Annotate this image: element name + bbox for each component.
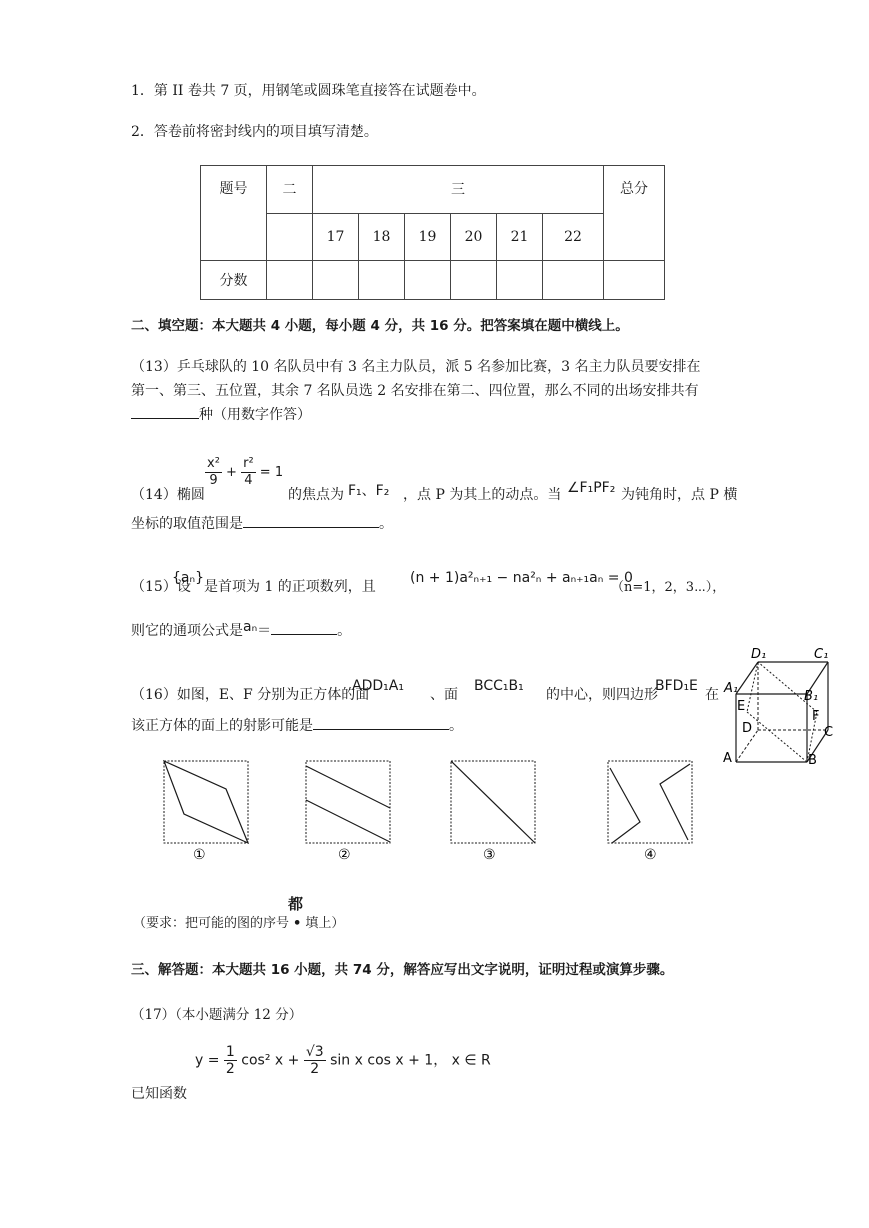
q17-y: y = xyxy=(195,1052,220,1069)
q15-condition: （n=1，2，3⋯）， xyxy=(611,580,726,595)
cell-q18: 18 xyxy=(359,213,405,261)
cube-label-e: E xyxy=(737,699,746,714)
q14-ellipse-equation: $\frac{\text{x²}}{9}$ + $\frac{\text{r²}}{4}$ = 1 xyxy=(207,456,284,488)
q14-x2: x² xyxy=(207,456,220,471)
choice-frame xyxy=(608,761,692,843)
choice-label-4: ④ xyxy=(644,847,657,862)
q13-answer-blank[interactable] xyxy=(131,404,199,419)
score-table xyxy=(200,165,665,300)
choice-figure-3 xyxy=(447,758,539,862)
choice-shape xyxy=(306,766,390,808)
q14-den4: 4 xyxy=(244,473,253,488)
cell-fenshu: 分数 xyxy=(201,261,267,300)
cell-q22: 22 xyxy=(543,213,604,261)
q15-recurrence: (n + 1)a²ₙ₊₁ − na²ₙ + aₙ₊₁aₙ = 0 xyxy=(410,570,633,586)
score-cell[interactable] xyxy=(497,261,543,300)
cell-tihao: 题号 xyxy=(201,166,267,261)
q17-tail: sin x cos x + 1， x ∈ R xyxy=(330,1052,491,1069)
q16-mid-3: 在 xyxy=(705,687,719,703)
cube-figure xyxy=(718,640,846,770)
note-2: 2．答卷前将密封线内的项目填写清楚。 xyxy=(131,124,378,140)
q14-mid-3: 为钝角时，点 P 横 xyxy=(621,487,738,503)
score-cell[interactable] xyxy=(543,261,604,300)
q14-line2-prefix: 坐标的取值范围是 xyxy=(131,516,243,532)
q14-prefix: （14）椭圆 xyxy=(131,487,205,503)
choice-figure-4 xyxy=(604,758,696,862)
q17-function xyxy=(195,1044,491,1077)
q16-prefix: （16）如图，E、F 分别为正方体的面 xyxy=(131,687,370,703)
cube-section-line xyxy=(758,662,817,712)
q13-line-2: 第一、第三、五位置，其余 7 名队员选 2 名安排在第二、四位置，那么不同的出场安排共有 xyxy=(131,383,699,399)
q13-line-1: （13）乒乓球队的 10 名队员中有 3 名主力队员，派 5 名参加比赛，3 名主力队员要安排在 xyxy=(131,359,701,375)
requirement-line xyxy=(133,912,344,931)
q15-eq: ＝ xyxy=(257,623,272,639)
q15-answer-blank[interactable] xyxy=(271,620,337,635)
q14-den9: 9 xyxy=(209,473,218,488)
choice-label-1: ① xyxy=(193,847,206,862)
cube-label-b1: B₁ xyxy=(804,689,819,704)
choice-shape xyxy=(306,800,390,842)
note-1: 1．第 II 卷共 7 页，用钢笔或圆珠笔直接答在试题卷中。 xyxy=(131,83,486,99)
q16-mid-1: 、面 xyxy=(430,687,458,703)
q15-line2-tail: 。 xyxy=(337,623,352,639)
q14-r2: r² xyxy=(243,456,254,471)
q14-mid-2: ，点 P 为其上的动点。当 xyxy=(403,487,562,503)
q14-answer-blank[interactable] xyxy=(243,513,379,528)
cell-q19: 19 xyxy=(405,213,451,261)
cube-label-a1: A₁ xyxy=(724,681,739,696)
q14-line2-tail: 。 xyxy=(379,516,393,532)
q17-half-num: 1 xyxy=(225,1044,235,1060)
cube-label-a: A xyxy=(723,751,732,766)
q17-cos2: cos² x + xyxy=(241,1052,300,1069)
q15-line2-prefix: 则它的通项公式是 xyxy=(131,623,243,639)
q17-sqrt3: √3 xyxy=(305,1044,324,1060)
cell-q21: 21 xyxy=(497,213,543,261)
q16-face-2: BCC₁B₁ xyxy=(474,678,524,694)
choice-label-3: ③ xyxy=(483,847,496,862)
q15-seq: {aₙ} xyxy=(172,570,204,586)
cell-er-empty xyxy=(267,213,313,261)
q15-prefix: （15）设 xyxy=(131,579,191,595)
requirement-text: （要求：把可能的图的序号 xyxy=(133,916,290,931)
choice-shape xyxy=(164,761,248,843)
q14-eq1: = 1 xyxy=(259,465,284,480)
cube-label-d1: D₁ xyxy=(751,647,767,662)
score-cell[interactable] xyxy=(313,261,359,300)
score-cell[interactable] xyxy=(451,261,497,300)
q16-answer-blank[interactable] xyxy=(313,715,449,730)
cell-er: 二 xyxy=(267,166,313,214)
q14-angle: ∠F₁PF₂ xyxy=(567,480,616,496)
cube-label-f: F xyxy=(812,709,820,724)
q17-title: （17）（本小题满分 12 分） xyxy=(131,1007,303,1023)
choice-shape xyxy=(610,768,640,843)
q17-half-den: 2 xyxy=(225,1061,235,1077)
q17-den2: 2 xyxy=(310,1061,320,1077)
score-cell[interactable] xyxy=(267,261,313,300)
score-cell[interactable] xyxy=(405,261,451,300)
cell-q20: 20 xyxy=(451,213,497,261)
section-3-heading: 三、解答题：本大题共 16 小题，共 74 分，解答应写出文字说明，证明过程或演算步骤。 xyxy=(131,962,674,978)
choice-shape xyxy=(660,764,690,840)
score-cell[interactable] xyxy=(604,261,665,300)
q16-line2-prefix: 该正方体的面上的射影可能是 xyxy=(131,718,313,734)
requirement-dot: • xyxy=(293,916,302,931)
q14-foci: F₁、F₂ xyxy=(348,483,390,499)
cell-total: 总分 xyxy=(604,166,665,261)
choice-figure-1 xyxy=(160,758,252,862)
q16-face-1: ADD₁A₁ xyxy=(352,678,404,694)
choice-shape xyxy=(451,761,535,843)
choice-frame xyxy=(164,761,248,843)
q14-line-2 xyxy=(131,513,393,533)
cube-label-b: B xyxy=(808,753,817,768)
q16-quadrilateral: BFD₁E xyxy=(655,678,698,694)
cube-section-line xyxy=(747,712,807,762)
q13-line-3 xyxy=(131,404,311,424)
q14-mid-1: 的焦点为 xyxy=(288,487,344,503)
choice-figure-2 xyxy=(302,758,394,862)
requirement-tail: 填上） xyxy=(305,916,345,931)
q17-prefix: 已知函数 xyxy=(131,1086,187,1102)
q16-mid-2: 的中心，则四边形 xyxy=(546,687,658,703)
cube-label-d: D xyxy=(742,721,753,736)
choice-label-2: ② xyxy=(338,847,351,862)
cell-q17: 17 xyxy=(313,213,359,261)
q15-an: aₙ xyxy=(243,619,258,635)
q13-tail: 种（用数字作答） xyxy=(199,407,311,423)
cell-san: 三 xyxy=(313,166,604,214)
requirement-top-char: 都 xyxy=(288,895,304,913)
score-cell[interactable] xyxy=(359,261,405,300)
cube-label-c1: C₁ xyxy=(814,647,829,662)
q15-mid-1: 是首项为 1 的正项数列，且 xyxy=(204,579,376,595)
q16-line2-tail: 。 xyxy=(449,718,463,734)
cube-label-c: C xyxy=(824,725,834,740)
section-2-heading: 二、填空题：本大题共 4 小题，每小题 4 分，共 16 分。把答案填在题中横线上。 xyxy=(131,318,629,334)
q15-line-2 xyxy=(131,620,351,640)
q16-line-2 xyxy=(131,715,463,735)
